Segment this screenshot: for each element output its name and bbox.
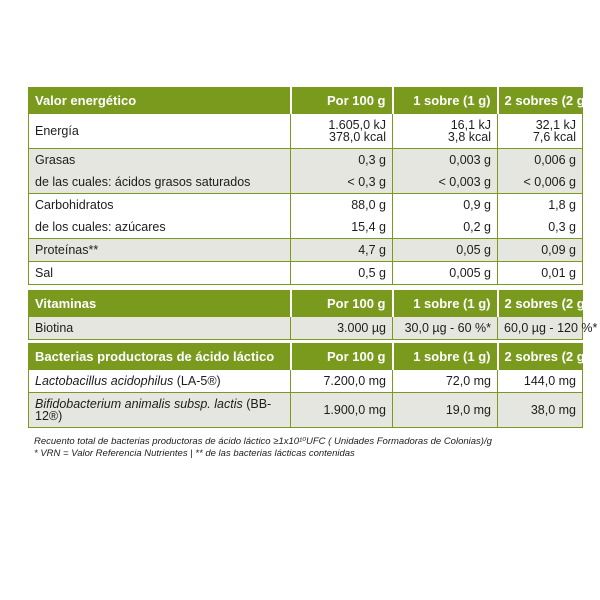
energy-two-kj: 32,1 kJ bbox=[535, 118, 576, 132]
header-two-sachets: 2 sobres (2 g) bbox=[498, 88, 583, 114]
table-row bbox=[29, 194, 583, 217]
header-one-sachet: 1 sobre (1 g) bbox=[393, 344, 498, 370]
row-two-sachets: 144,0 mg bbox=[498, 370, 583, 393]
footnote-legend: * VRN = Valor Referencia Nutrientes | ** de las bacterias lácticas contenidas bbox=[34, 448, 355, 459]
row-one-sachet: 30,0 µg - 60 %* bbox=[393, 317, 498, 340]
row-per-100g: 3.000 µg bbox=[291, 317, 393, 340]
row-two-sachets: < 0,006 g bbox=[498, 171, 583, 194]
row-two-sachets: 1,8 g bbox=[498, 194, 583, 217]
row-two-sachets: 60,0 µg - 120 %* bbox=[498, 317, 583, 340]
energy-per-100g-kcal: 378,0 kcal bbox=[329, 130, 386, 144]
bacteria-header-row bbox=[29, 344, 583, 370]
bacteria-strain: (LA-5®) bbox=[173, 374, 221, 388]
row-one-sachet: 72,0 mg bbox=[393, 370, 498, 393]
row-one-sachet: 0,05 g bbox=[393, 239, 498, 262]
header-bacteria: Bacterias productoras de ácido láctico bbox=[29, 344, 291, 370]
bacteria-name-italic: Bifidobacterium animalis subsp. lactis bbox=[35, 397, 243, 411]
header-per-100g: Por 100 g bbox=[291, 88, 393, 114]
row-label: Sal bbox=[29, 262, 291, 285]
header-energy-value: Valor energético bbox=[29, 88, 291, 114]
energy-one-kj: 16,1 kJ bbox=[450, 118, 491, 132]
row-one-sachet: 0,2 g bbox=[393, 216, 498, 239]
energy-two-sachets bbox=[498, 114, 583, 149]
nutrition-header-row bbox=[29, 88, 583, 114]
row-per-100g: 7.200,0 mg bbox=[291, 370, 393, 393]
row-per-100g: 88,0 g bbox=[291, 194, 393, 217]
row-one-sachet: 0,9 g bbox=[393, 194, 498, 217]
energy-one-sachet bbox=[393, 114, 498, 149]
row-two-sachets: 0,09 g bbox=[498, 239, 583, 262]
row-label: Grasas bbox=[29, 149, 291, 172]
bacteria-name-italic: Lactobacillus acidophilus bbox=[35, 374, 174, 388]
header-two-sachets: 2 sobres (2 g) bbox=[498, 291, 583, 317]
nutrition-table bbox=[28, 87, 590, 285]
row-two-sachets: 0,3 g bbox=[498, 216, 583, 239]
row-per-100g: 4,7 g bbox=[291, 239, 393, 262]
row-per-100g: 1.900,0 mg bbox=[291, 393, 393, 428]
energy-label: Energía bbox=[29, 114, 291, 149]
table-row bbox=[29, 370, 583, 393]
row-label: Proteínas** bbox=[29, 239, 291, 262]
footnote-bacteria-count: Recuento total de bacterias productoras de ácido láctico ≥1x10¹⁰UFC ( Unidades Formadoras de Colonias)/g bbox=[34, 436, 492, 447]
table-row bbox=[29, 171, 583, 194]
header-per-100g: Por 100 g bbox=[291, 291, 393, 317]
header-vitamins: Vitaminas bbox=[29, 291, 291, 317]
bacteria-name bbox=[29, 370, 291, 393]
row-one-sachet: < 0,003 g bbox=[393, 171, 498, 194]
bacteria-name bbox=[29, 393, 291, 428]
bacteria-strain: (BB-12®) bbox=[35, 397, 272, 423]
row-two-sachets: 0,006 g bbox=[498, 149, 583, 172]
row-per-100g: < 0,3 g bbox=[291, 171, 393, 194]
table-row bbox=[29, 393, 583, 428]
header-two-sachets: 2 sobres (2 g) bbox=[498, 344, 583, 370]
energy-per-100g bbox=[291, 114, 393, 149]
row-label: de los cuales: azúcares bbox=[29, 216, 291, 239]
table-row bbox=[29, 317, 583, 340]
header-one-sachet: 1 sobre (1 g) bbox=[393, 88, 498, 114]
row-two-sachets: 38,0 mg bbox=[498, 393, 583, 428]
row-two-sachets: 0,01 g bbox=[498, 262, 583, 285]
table-row bbox=[29, 216, 583, 239]
vitamins-header-row bbox=[29, 291, 583, 317]
row-per-100g: 0,3 g bbox=[291, 149, 393, 172]
energy-per-100g-kj: 1.605,0 kJ bbox=[328, 118, 386, 132]
row-per-100g: 15,4 g bbox=[291, 216, 393, 239]
header-one-sachet: 1 sobre (1 g) bbox=[393, 291, 498, 317]
bacteria-table bbox=[28, 343, 590, 428]
table-row bbox=[29, 262, 583, 285]
energy-one-kcal: 3,8 kcal bbox=[447, 130, 491, 144]
header-per-100g: Por 100 g bbox=[291, 344, 393, 370]
row-one-sachet: 0,003 g bbox=[393, 149, 498, 172]
vitamins-table bbox=[28, 290, 598, 340]
table-row bbox=[29, 239, 583, 262]
row-per-100g: 0,5 g bbox=[291, 262, 393, 285]
energy-two-kcal: 7,6 kcal bbox=[532, 130, 576, 144]
table-row bbox=[29, 149, 583, 172]
row-label: Biotina bbox=[29, 317, 291, 340]
row-label: de las cuales: ácidos grasos saturados bbox=[29, 171, 291, 194]
energy-row bbox=[29, 114, 583, 149]
row-label: Carbohidratos bbox=[29, 194, 291, 217]
row-one-sachet: 0,005 g bbox=[393, 262, 498, 285]
row-one-sachet: 19,0 mg bbox=[393, 393, 498, 428]
